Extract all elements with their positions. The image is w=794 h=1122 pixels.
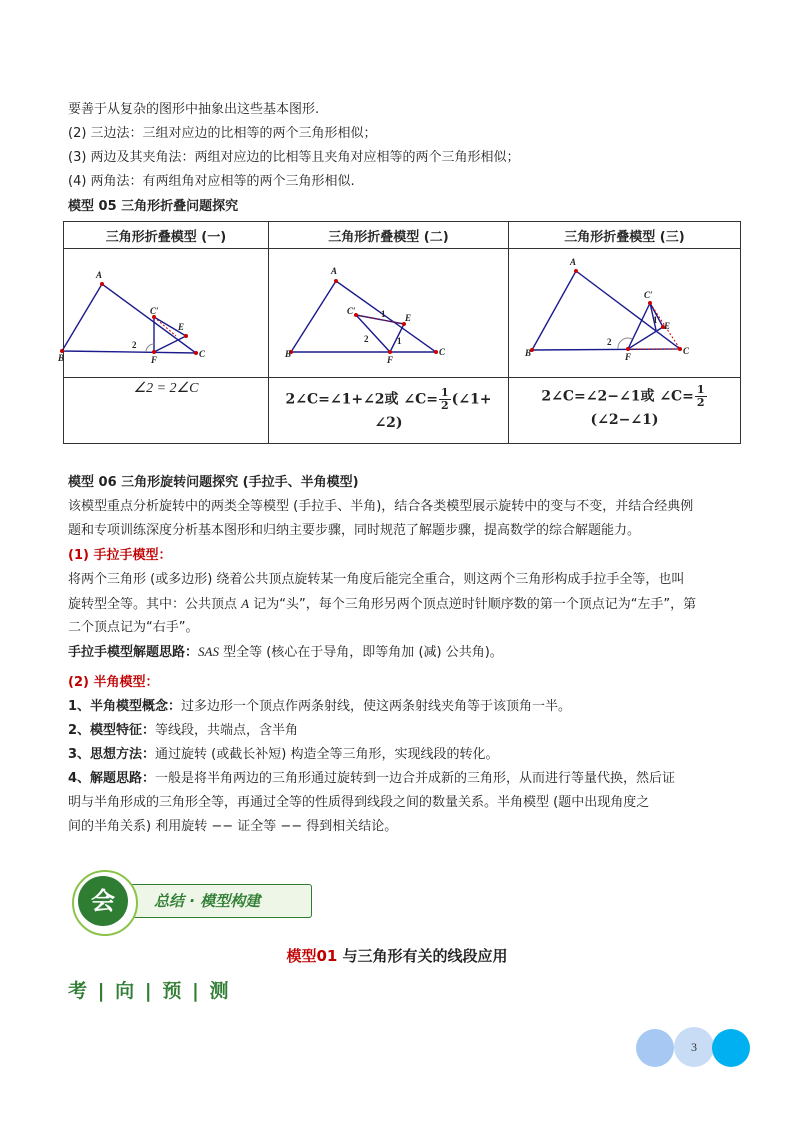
intro-line-2: (2) 三边法：三组对应边的比相等的两个三角形相似； <box>68 126 377 141</box>
label-A: A <box>331 265 338 276</box>
label-A: A <box>96 269 103 280</box>
half-angle-item-4c: 间的半角关系) 利用旋转 −− 证全等 −− 得到相关结论。 <box>68 819 398 834</box>
label-E: E <box>405 312 412 323</box>
section-title: 模型01 与三角形有关的线段应用 <box>286 947 508 965</box>
label-Cp: C′ <box>150 305 159 316</box>
table-header-3: 三角形折叠模型 (三) <box>509 222 741 249</box>
forecast-heading: 考 | 向 | 预 | 测 <box>68 980 231 1002</box>
fold-figure-2 <box>271 251 506 371</box>
label-1: 1 <box>652 314 657 325</box>
table-header-2: 三角形折叠模型 (二) <box>269 222 509 249</box>
fold-figure-3 <box>510 251 740 371</box>
formula-2-pre: 2∠C=∠1+∠2或 ∠C= <box>285 391 438 408</box>
folding-model-table <box>58 221 741 444</box>
label-B: B <box>285 348 292 359</box>
half-angle-item-3: 3、思想方法：通过旋转 (或截长补短) 构造全等三角形，实现线段的转化。 <box>68 747 499 762</box>
intro-line-3: (3) 两边及其夹角法：两组对应边的比相等且夹角对应相等的两个三角形相似； <box>68 150 520 165</box>
intro-line-4: (4) 两角法：有两组角对应相等的两个三角形相似. <box>68 174 355 189</box>
label-C: C <box>439 346 446 357</box>
formula-cell-2 <box>269 377 509 443</box>
formula-2-fraction: $\frac{1}{2}$ <box>441 385 449 412</box>
intro-line-1: 要善于从复杂的图形中抽象出这些基本图形. <box>68 102 320 117</box>
model05-title: 模型 05 三角形折叠问题探究 <box>68 199 239 214</box>
half-angle-item-2: 2、模型特征：等线段，共端点，含半角 <box>68 723 299 738</box>
subheading-half-angle: (2) 半角模型： <box>68 675 159 690</box>
label-2: 2 <box>364 333 369 344</box>
label-C: C <box>682 345 689 356</box>
formula-3-post: (∠2−∠1) <box>590 411 659 428</box>
figure-cell-2 <box>269 249 509 378</box>
summary-circle-badge: 会 <box>78 876 128 926</box>
label-A: A <box>569 256 576 267</box>
subheading-hand-in-hand: (1) 手拉手模型： <box>68 548 172 563</box>
model06-desc-1: 该模型重点分析旋转中的两类全等模型 (手拉手、半角)，结合各类模型展示旋转中的变与不变，并结合经典例 <box>68 499 694 514</box>
figure-cell-1 <box>58 249 269 378</box>
model06-desc-2: 题和专项训练深度分析基本图形和归纳主要步骤，同时规范了解题步骤，提高数学的综合解题能力。 <box>68 523 641 538</box>
model06-title: 模型 06 三角形旋转问题探究 (手拉手、半角模型) <box>68 475 359 490</box>
formula-2-post: (∠1+ <box>451 391 492 408</box>
half-angle-item-4b: 明与半角形成的三角形全等，再通过全等的性质得到线段之间的数量关系。半角模型 (题中出现角度之 <box>68 795 650 810</box>
table-header-1: 三角形折叠模型 (一) <box>64 222 269 249</box>
hand-in-hand-para-3: 二个顶点记为“右手”。 <box>68 620 199 635</box>
half-angle-item-1: 1、半角模型概念：过多边形一个顶点作两条射线，使这两条射线夹角等于该顶角一半。 <box>68 699 572 714</box>
label-1b: 1 <box>397 335 402 346</box>
formula-2-wrap: ∠2) <box>374 414 403 431</box>
half-angle-item-4: 4、解题思路：一般是将半角两边的三角形通过旋转到一边合并成新的三角形，从而进行等量代换，然后证 <box>68 771 676 786</box>
label-F: F <box>387 354 394 365</box>
formula-1: ∠2 = 2∠C <box>133 380 199 396</box>
hand-in-hand-para-2: 旋转型全等。其中：公共顶点 A 记为“头”，每个三角形另两个顶点逆时针顺序数的第一个顶点记为“左手”，第 <box>68 596 697 612</box>
hand-in-hand-para-1: 将两个三角形 (或多边形) 绕着公共顶点旋转某一角度后能完全重合，则这两个三角形构成手拉手全等，也叫 <box>68 572 685 587</box>
page-number-badge <box>636 1027 752 1067</box>
label-Cp: C′ <box>643 289 653 300</box>
label-2: 2 <box>606 336 611 347</box>
label-C: C <box>199 348 206 359</box>
label-E: E <box>178 321 185 332</box>
label-B: B <box>524 347 531 358</box>
label-Cp: C′ <box>347 305 356 316</box>
formula-cell-1 <box>64 377 269 443</box>
figure-cell-3 <box>509 249 741 378</box>
label-1: 1 <box>381 308 386 319</box>
label-B: B <box>58 352 65 363</box>
hand-in-hand-idea: 手拉手模型解题思路：SAS 型全等 (核心在于导角，即等角加 (减) 公共角)。 <box>68 644 503 660</box>
summary-banner <box>72 870 312 932</box>
label-E: E <box>663 320 670 331</box>
summary-banner-text: 总结 · 模型构建 <box>154 892 261 910</box>
label-F: F <box>624 351 631 362</box>
formula-3-pre: 2∠C=∠2−∠1或 ∠C= <box>541 388 694 405</box>
fold-figure-1 <box>58 251 266 371</box>
formula-cell-3 <box>509 377 741 443</box>
label-F: F <box>151 354 158 365</box>
formula-3-fraction: $\frac{1}{2}$ <box>696 382 705 409</box>
label-2: 2 <box>132 339 137 350</box>
page-number: 3 <box>674 1027 714 1067</box>
